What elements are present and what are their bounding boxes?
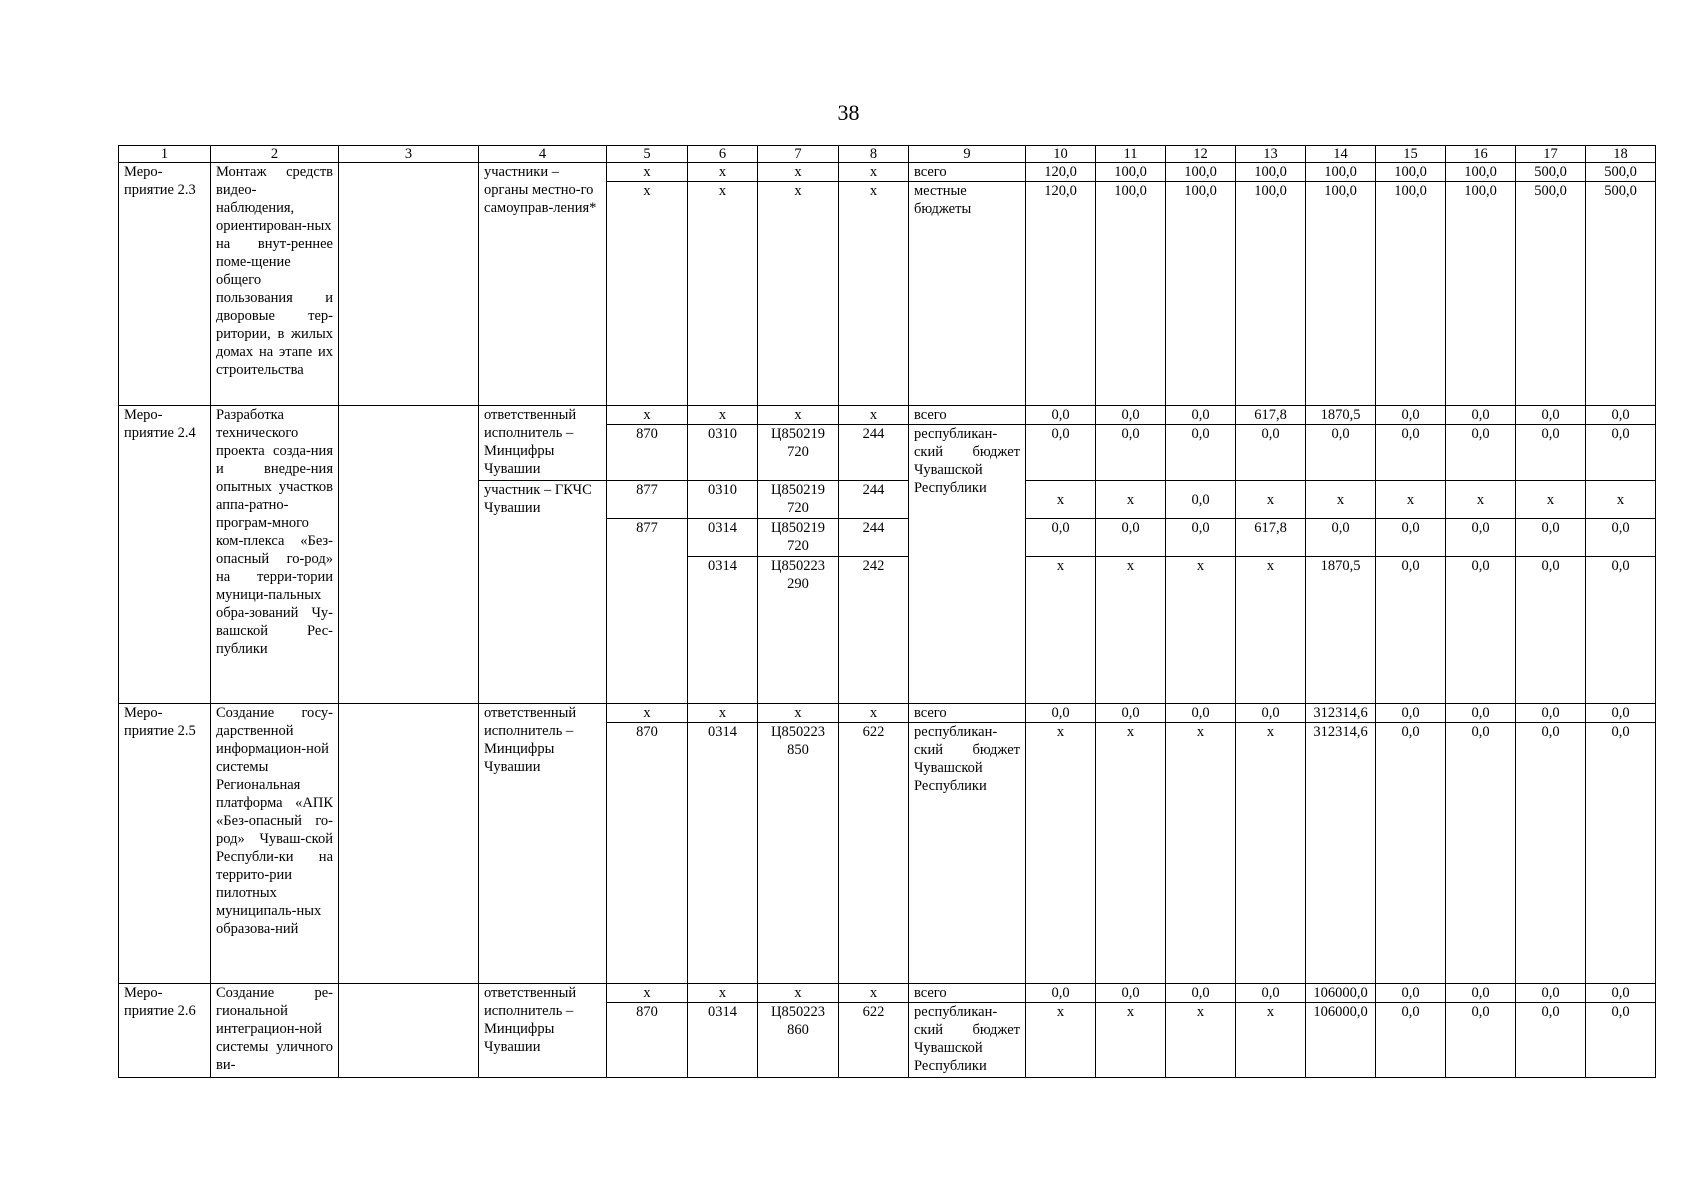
- cell-csr: Ц850223 850: [758, 723, 839, 984]
- value-cell: x: [1026, 481, 1096, 519]
- value-cell: 1870,5: [1306, 406, 1376, 425]
- header-cell: 7: [758, 146, 839, 163]
- header-cell: 6: [688, 146, 758, 163]
- value-cell: 100,0: [1306, 163, 1376, 182]
- value-cell: 0,0: [1026, 704, 1096, 723]
- value-cell: 100,0: [1376, 182, 1446, 406]
- value-cell: 0,0: [1166, 425, 1236, 481]
- cell-csr: x: [758, 704, 839, 723]
- budget-table: [118, 145, 1656, 1078]
- value-cell: 0,0: [1446, 1003, 1516, 1078]
- cell-grbs: 877: [607, 481, 688, 519]
- header-cell: 14: [1306, 146, 1376, 163]
- cell-vr: 622: [839, 1003, 909, 1078]
- funding-source: всего: [909, 704, 1026, 723]
- value-cell: x: [1096, 481, 1166, 519]
- value-cell: 0,0: [1446, 984, 1516, 1003]
- header-cell: 18: [1586, 146, 1656, 163]
- value-cell: 1870,5: [1306, 557, 1376, 704]
- cell-csr: Ц850223 860: [758, 1003, 839, 1078]
- page-number: 38: [837, 100, 860, 125]
- value-cell: 106000,0: [1306, 1003, 1376, 1078]
- value-cell: 0,0: [1236, 704, 1306, 723]
- value-cell: 0,0: [1166, 481, 1236, 519]
- empty-cell: [339, 984, 479, 1078]
- value-cell: 500,0: [1516, 182, 1586, 406]
- value-cell: 0,0: [1376, 704, 1446, 723]
- value-cell: 0,0: [1586, 704, 1656, 723]
- value-cell: x: [1096, 1003, 1166, 1078]
- value-cell: 0,0: [1166, 704, 1236, 723]
- responsible-executor: ответственный исполнитель – Минцифры Чувашии: [479, 704, 607, 984]
- header-cell: 2: [211, 146, 339, 163]
- responsible-executor: участники – органы местно-го самоуправ-ления*: [479, 163, 607, 406]
- value-cell: 0,0: [1446, 425, 1516, 481]
- header-cell: 4: [479, 146, 607, 163]
- value-cell: 106000,0: [1306, 984, 1376, 1003]
- funding-source: всего: [909, 406, 1026, 425]
- cell-rzpr: 0314: [688, 557, 758, 704]
- measure-code: Меро-приятие 2.4: [119, 406, 211, 704]
- value-cell: 0,0: [1026, 519, 1096, 557]
- value-cell: x: [1026, 1003, 1096, 1078]
- value-cell: 0,0: [1026, 406, 1096, 425]
- cell-rzpr: x: [688, 182, 758, 406]
- header-cell: 15: [1376, 146, 1446, 163]
- value-cell: x: [1236, 481, 1306, 519]
- value-cell: 120,0: [1026, 182, 1096, 406]
- value-cell: 0,0: [1586, 519, 1656, 557]
- value-cell: x: [1096, 723, 1166, 984]
- table-row: [119, 406, 1656, 425]
- value-cell: 0,0: [1166, 984, 1236, 1003]
- cell-rzpr: 0314: [688, 1003, 758, 1078]
- value-cell: 100,0: [1306, 182, 1376, 406]
- cell-vr: 244: [839, 481, 909, 519]
- cell-grbs: 870: [607, 723, 688, 984]
- value-cell: 312314,6: [1306, 723, 1376, 984]
- responsible-executor: ответственный исполнитель – Минцифры Чувашии: [479, 984, 607, 1078]
- value-cell: 0,0: [1586, 1003, 1656, 1078]
- table-row: [119, 704, 1656, 723]
- value-cell: 500,0: [1516, 163, 1586, 182]
- funding-source: республикан-ский бюджет Чувашской Республики: [909, 723, 1026, 984]
- cell-grbs: x: [607, 182, 688, 406]
- value-cell: 500,0: [1586, 163, 1656, 182]
- value-cell: 100,0: [1096, 163, 1166, 182]
- cell-rzpr: x: [688, 163, 758, 182]
- header-cell: 10: [1026, 146, 1096, 163]
- value-cell: 0,0: [1306, 425, 1376, 481]
- empty-cell: [339, 704, 479, 984]
- value-cell: 100,0: [1166, 182, 1236, 406]
- cell-rzpr: x: [688, 704, 758, 723]
- funding-source: республикан-ский бюджет Чувашской Республики: [909, 1003, 1026, 1078]
- cell-grbs: x: [607, 163, 688, 182]
- value-cell: 0,0: [1516, 704, 1586, 723]
- value-cell: 100,0: [1376, 163, 1446, 182]
- cell-vr: 242: [839, 557, 909, 704]
- measure-name: Создание ре-гиональной интеграцион-ной системы уличного ви-: [211, 984, 339, 1078]
- value-cell: 0,0: [1376, 557, 1446, 704]
- measure-name: Монтаж средств видео-наблюдения, ориентирован-ных на внут-реннее поме-щение общего пользования и дворовые тер-ритории, в жилых домах на этапе их строительства: [211, 163, 339, 406]
- cell-grbs: x: [607, 406, 688, 425]
- measure-code: Меро-приятие 2.3: [119, 163, 211, 406]
- value-cell: 617,8: [1236, 519, 1306, 557]
- cell-rzpr: x: [688, 984, 758, 1003]
- value-cell: 100,0: [1166, 163, 1236, 182]
- cell-grbs: 877: [607, 519, 688, 704]
- cell-vr: 244: [839, 519, 909, 557]
- value-cell: 0,0: [1376, 406, 1446, 425]
- value-cell: 0,0: [1446, 406, 1516, 425]
- value-cell: 0,0: [1096, 425, 1166, 481]
- value-cell: 500,0: [1586, 182, 1656, 406]
- measure-code: Меро-приятие 2.5: [119, 704, 211, 984]
- cell-csr: x: [758, 984, 839, 1003]
- value-cell: 0,0: [1376, 984, 1446, 1003]
- value-cell: 0,0: [1376, 425, 1446, 481]
- value-cell: 0,0: [1446, 519, 1516, 557]
- cell-csr: Ц850219 720: [758, 481, 839, 519]
- cell-csr: Ц850219 720: [758, 519, 839, 557]
- cell-vr: 622: [839, 723, 909, 984]
- value-cell: 0,0: [1446, 723, 1516, 984]
- table-row: [119, 984, 1656, 1003]
- value-cell: 120,0: [1026, 163, 1096, 182]
- funding-source: местные бюджеты: [909, 182, 1026, 406]
- value-cell: 0,0: [1516, 1003, 1586, 1078]
- value-cell: x: [1586, 481, 1656, 519]
- value-cell: x: [1236, 557, 1306, 704]
- value-cell: x: [1026, 557, 1096, 704]
- value-cell: 0,0: [1516, 723, 1586, 984]
- value-cell: x: [1236, 723, 1306, 984]
- header-cell: 1: [119, 146, 211, 163]
- value-cell: 0,0: [1516, 406, 1586, 425]
- value-cell: x: [1096, 557, 1166, 704]
- value-cell: 0,0: [1516, 557, 1586, 704]
- cell-grbs: 870: [607, 425, 688, 481]
- header-cell: 9: [909, 146, 1026, 163]
- empty-cell: [339, 406, 479, 704]
- cell-csr: x: [758, 182, 839, 406]
- funding-source: всего: [909, 984, 1026, 1003]
- value-cell: 0,0: [1586, 557, 1656, 704]
- value-cell: 0,0: [1376, 723, 1446, 984]
- value-cell: 312314,6: [1306, 704, 1376, 723]
- value-cell: 0,0: [1446, 557, 1516, 704]
- value-cell: 0,0: [1026, 425, 1096, 481]
- cell-vr: x: [839, 163, 909, 182]
- cell-vr: x: [839, 704, 909, 723]
- header-cell: 17: [1516, 146, 1586, 163]
- cell-rzpr: x: [688, 406, 758, 425]
- value-cell: 0,0: [1166, 406, 1236, 425]
- measure-name: Создание госу-дарственной информацион-ной системы Региональная платформа «АПК «Без-опасный го-род» Чуваш-ской Республи-ки на террито-рии пилотных муниципаль-ных образова-ний: [211, 704, 339, 984]
- cell-csr: x: [758, 406, 839, 425]
- cell-vr: 244: [839, 425, 909, 481]
- empty-cell: [339, 163, 479, 406]
- responsible-executor: участник – ГКЧС Чувашии: [479, 481, 607, 704]
- value-cell: 0,0: [1376, 1003, 1446, 1078]
- measure-code: Меро-приятие 2.6: [119, 984, 211, 1078]
- value-cell: 0,0: [1096, 984, 1166, 1003]
- header-cell: 5: [607, 146, 688, 163]
- value-cell: 0,0: [1096, 406, 1166, 425]
- value-cell: x: [1306, 481, 1376, 519]
- cell-rzpr: 0310: [688, 425, 758, 481]
- value-cell: 0,0: [1306, 519, 1376, 557]
- value-cell: 0,0: [1236, 425, 1306, 481]
- value-cell: 0,0: [1376, 519, 1446, 557]
- funding-source: всего: [909, 163, 1026, 182]
- header-cell: 8: [839, 146, 909, 163]
- header-row: [119, 146, 1656, 163]
- header-cell: 12: [1166, 146, 1236, 163]
- cell-grbs: x: [607, 984, 688, 1003]
- header-cell: 13: [1236, 146, 1306, 163]
- value-cell: x: [1026, 723, 1096, 984]
- value-cell: 100,0: [1096, 182, 1166, 406]
- value-cell: 0,0: [1586, 425, 1656, 481]
- value-cell: 0,0: [1586, 984, 1656, 1003]
- cell-rzpr: 0314: [688, 519, 758, 557]
- responsible-executor: ответственный исполнитель – Минцифры Чувашии: [479, 406, 607, 481]
- value-cell: 0,0: [1516, 425, 1586, 481]
- value-cell: x: [1166, 557, 1236, 704]
- value-cell: 0,0: [1516, 984, 1586, 1003]
- value-cell: 100,0: [1236, 163, 1306, 182]
- cell-vr: x: [839, 182, 909, 406]
- value-cell: x: [1236, 1003, 1306, 1078]
- header-cell: 16: [1446, 146, 1516, 163]
- cell-rzpr: 0310: [688, 481, 758, 519]
- value-cell: 0,0: [1446, 704, 1516, 723]
- value-cell: 100,0: [1446, 182, 1516, 406]
- cell-grbs: 870: [607, 1003, 688, 1078]
- cell-grbs: x: [607, 704, 688, 723]
- value-cell: 0,0: [1096, 704, 1166, 723]
- value-cell: x: [1446, 481, 1516, 519]
- value-cell: 100,0: [1236, 182, 1306, 406]
- cell-vr: x: [839, 406, 909, 425]
- value-cell: 100,0: [1446, 163, 1516, 182]
- value-cell: 0,0: [1516, 519, 1586, 557]
- measure-name: Разработка технического проекта созда-ния и внедре-ния опытных участков аппа-ратно-програм-много ком-плекса «Без-опасный го-род» на терри-тории муници-пальных обра-зований Чу-вашской Рес-публики: [211, 406, 339, 704]
- value-cell: 0,0: [1586, 723, 1656, 984]
- cell-csr: x: [758, 163, 839, 182]
- value-cell: 617,8: [1236, 406, 1306, 425]
- value-cell: 0,0: [1026, 984, 1096, 1003]
- value-cell: x: [1166, 1003, 1236, 1078]
- funding-source: республикан-ский бюджет Чувашской Республики: [909, 425, 1026, 704]
- cell-csr: Ц850219 720: [758, 425, 839, 481]
- cell-vr: x: [839, 984, 909, 1003]
- cell-csr: Ц850223 290: [758, 557, 839, 704]
- value-cell: 0,0: [1096, 519, 1166, 557]
- header-cell: 3: [339, 146, 479, 163]
- value-cell: 0,0: [1586, 406, 1656, 425]
- header-cell: 11: [1096, 146, 1166, 163]
- value-cell: x: [1516, 481, 1586, 519]
- cell-rzpr: 0314: [688, 723, 758, 984]
- table-row: [119, 163, 1656, 182]
- value-cell: x: [1376, 481, 1446, 519]
- value-cell: x: [1166, 723, 1236, 984]
- value-cell: 0,0: [1236, 984, 1306, 1003]
- value-cell: 0,0: [1166, 519, 1236, 557]
